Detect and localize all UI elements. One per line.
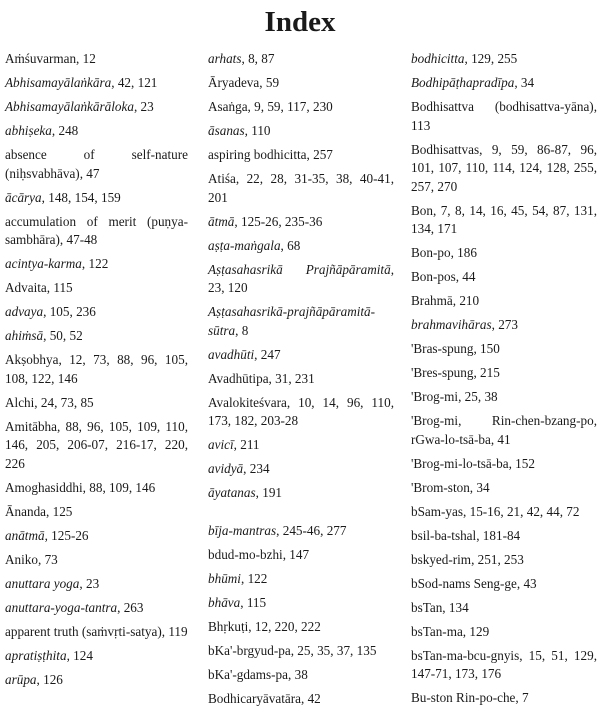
index-entry [5, 418, 188, 474]
index-entry [411, 268, 597, 287]
index-term: anātmā [5, 527, 45, 543]
index-term: Asaṅga, 9, 59, 117, 230 [208, 99, 333, 114]
index-entry [208, 570, 394, 589]
index-term: 'Bres-spung, 215 [411, 365, 500, 380]
index-entry [5, 213, 188, 250]
index-entry [208, 303, 394, 340]
index-entry [5, 671, 188, 690]
index-term: 'Brog-mi-lo-tsā-ba, 152 [411, 455, 535, 471]
index-entry [5, 255, 188, 274]
index-entry [411, 141, 597, 197]
index-entry [5, 623, 188, 642]
index-term: Bon-po, 186 [411, 245, 477, 260]
index-entry [411, 623, 597, 642]
index-term: anuttara-yoga-tantra [5, 599, 118, 615]
index-term: advaya [5, 304, 44, 319]
index-term: bKa'-gdams-pa, 38 [208, 666, 308, 682]
index-term: bKa'-brgyud-pa, 25, 35, 37, 135 [208, 642, 377, 658]
index-pages: , 263 [117, 599, 144, 615]
index-entry [208, 346, 394, 365]
index-term: 'Bras-spung, 150 [411, 341, 500, 356]
index-entry [5, 394, 188, 413]
index-term: Akṣobhya, 12, 73, 88, 96, 105, 108, 122, 146 [5, 352, 188, 386]
index-entry [5, 279, 188, 298]
index-entry [411, 98, 597, 135]
index-term: Bodhisattva (bodhisattva-yāna), 113 [411, 99, 597, 133]
index-term: bSam-yas, 15-16, 21, 42, 44, 72 [411, 503, 580, 519]
index-term: 'Brog-mi, Rin-chen-bzang-po, rGwa-lo-tsā-ba, 41 [411, 413, 597, 447]
index-term: accumulation of merit (puṇya-sambhāra), 47-48 [5, 213, 188, 247]
index-term: Bu-ston Rin-po-che, 7 [411, 690, 529, 705]
index-entry [208, 690, 394, 709]
index-entry [411, 316, 597, 335]
index-term: bSod-nams Seng-ge, 43 [411, 575, 537, 591]
index-term: Bhṛkuṭi, 12, 220, 222 [208, 618, 321, 634]
index-term: bskyed-rim, 251, 253 [411, 551, 524, 567]
index-term: anuttara yoga [5, 575, 80, 591]
index-term: avadhūti [208, 346, 255, 362]
index-term: ātmā [208, 213, 235, 229]
index-term: Atiśa, 22, 28, 31-35, 38, 40-41, 201 [208, 171, 394, 205]
index-entry [208, 122, 394, 141]
index-term: Bon, 7, 8, 14, 16, 45, 54, 87, 131, 134, 171 [411, 202, 597, 236]
index-entry [208, 642, 394, 661]
index-term: bsTan-ma, 129 [411, 623, 490, 639]
index-entry [411, 412, 597, 449]
index-entry [411, 364, 597, 383]
index-entry [208, 74, 394, 93]
index-entry [411, 503, 597, 522]
index-pages: , 125-26, 235-36 [234, 213, 323, 229]
index-entry [208, 666, 394, 685]
page-title: Index [264, 6, 336, 38]
index-entry [411, 340, 597, 359]
index-pages: , 129, 255 [464, 51, 518, 66]
index-entry [5, 351, 188, 388]
index-pages: , 124 [66, 647, 93, 663]
index-pages: , 248 [51, 123, 79, 138]
index-entry [411, 479, 597, 498]
index-term: Abhisamayālaṅkārāloka [5, 99, 134, 114]
index-column-3 [411, 50, 597, 713]
index-term: 'Brog-mi, 25, 38 [411, 389, 498, 404]
index-pages: , 23 [133, 99, 154, 114]
index-term: Amoghasiddhi, 88, 109, 146 [5, 479, 156, 495]
index-term: Aṣṭasahasrikā-prajñāpāramitā-sūtra [208, 304, 376, 338]
index-column-2 [208, 50, 394, 714]
index-pages: , 23, 120 [208, 261, 394, 295]
index-term: āsanas [208, 123, 245, 138]
index-entry [411, 74, 597, 93]
index-term: Advaita, 115 [5, 280, 73, 295]
index-entry [208, 213, 394, 232]
index-entry [208, 460, 394, 479]
index-entry [5, 503, 188, 522]
index-entry [208, 170, 394, 207]
index-term: apratiṣṭhita [5, 647, 67, 663]
index-term: Bodhisattvas, 9, 59, 86-87, 96, 101, 107, 110, 114, 124, 128, 255, 257, 270 [411, 141, 597, 194]
index-pages: , 234 [243, 461, 270, 476]
index-entry [208, 98, 394, 117]
index-entry [208, 237, 394, 256]
index-term: Āryadeva, 59 [208, 75, 280, 90]
index-pages: , 110 [244, 123, 271, 138]
index-entry [5, 599, 188, 618]
index-term: bsil-ba-tshal, 181-84 [411, 527, 521, 543]
index-entry [208, 50, 394, 69]
index-term: Aṁśuvarman, 12 [5, 51, 96, 66]
index-entry [5, 551, 188, 570]
index-pages: , 68 [280, 237, 301, 253]
index-term: Bon-pos, 44 [411, 269, 476, 284]
index-term: bīja-mantras [208, 522, 277, 538]
index-entry [5, 647, 188, 666]
index-term: bsTan, 134 [411, 599, 469, 615]
index-pages: , 115 [240, 594, 267, 610]
index-term: arhats [208, 51, 242, 66]
index-term: Avalokiteśvara, 10, 14, 96, 110, 173, 182, 203-28 [208, 394, 394, 428]
index-pages: , 23 [79, 575, 100, 591]
index-entry [208, 146, 394, 165]
index-term: aspiring bodhicitta, 257 [208, 147, 333, 162]
index-entry [411, 244, 597, 263]
index-entry [208, 522, 394, 541]
index-entry [208, 436, 394, 455]
index-term: bhāva [208, 594, 241, 610]
index-term: Brahmā, 210 [411, 293, 480, 308]
index-entry [208, 261, 394, 298]
index-term: ācārya [5, 189, 42, 205]
index-entry [208, 370, 394, 389]
index-entry [208, 484, 394, 503]
index-term: absence of self-nature (niḥsvabhāva), 47 [5, 147, 188, 181]
index-term: abhiṣeka [5, 123, 52, 138]
index-entry [5, 98, 188, 117]
index-pages: , 273 [491, 317, 518, 332]
index-entry [411, 551, 597, 570]
index-entry [208, 594, 394, 613]
index-pages: , 148, 154, 159 [41, 189, 121, 205]
index-pages: , 122 [81, 256, 109, 271]
index-term: avicī [208, 437, 234, 452]
index-term: āyatanas [208, 485, 256, 500]
index-term: brahmavihāras [411, 317, 492, 332]
index-pages: , 126 [36, 671, 63, 687]
index-term: 'Brom-ston, 34 [411, 479, 490, 495]
index-entry [411, 202, 597, 239]
index-term: Bodhicaryāvatāra, 42 [208, 690, 321, 706]
index-term: apparent truth (saṁvṛti-satya), 119 [5, 623, 188, 639]
index-entry [411, 527, 597, 546]
index-term: Ānanda, 125 [5, 503, 73, 519]
index-entry [208, 618, 394, 637]
index-term: Aṣṭasahasrikā Prajñāpāramitā [208, 261, 391, 277]
index-pages: , 8 [235, 322, 249, 338]
index-entry [5, 189, 188, 208]
index-entry [411, 689, 597, 708]
index-entry [5, 479, 188, 498]
index-entry [5, 303, 188, 322]
index-entry [411, 388, 597, 407]
index-entry [208, 546, 394, 565]
index-pages: , 105, 236 [43, 304, 96, 319]
index-term: bsTan-ma-bcu-gnyis, 15, 51, 129, 147-71, 173, 176 [411, 647, 597, 681]
index-entry [5, 527, 188, 546]
index-term: Aniko, 73 [5, 551, 58, 567]
index-entry [411, 575, 597, 594]
index-term: bdud-mo-bzhi, 147 [208, 546, 310, 562]
index-term: bhūmi [208, 570, 241, 586]
index-term: Amitābha, 88, 96, 105, 109, 110, 146, 205, 206-07, 216-17, 220, 226 [5, 418, 188, 471]
index-pages: , 50, 52 [43, 328, 83, 343]
index-entry [208, 394, 394, 431]
index-entry [411, 292, 597, 311]
index-pages: , 122 [240, 570, 268, 586]
index-pages: , 245-46, 277 [276, 522, 347, 538]
index-entry [5, 122, 188, 141]
index-pages: , 247 [254, 346, 281, 362]
index-entry [411, 455, 597, 474]
index-term: avidyā [208, 461, 244, 476]
index-pages: , 211 [233, 437, 260, 452]
index-entry [5, 50, 188, 69]
index-term: Avadhūtipa, 31, 231 [208, 370, 315, 386]
index-pages: , 8, 87 [241, 51, 275, 66]
index-pages: , 42, 121 [111, 75, 158, 90]
index-pages: , 125-26 [44, 527, 89, 543]
index-pages: , 191 [255, 485, 282, 500]
index-term: arūpa [5, 671, 37, 687]
index-entry [411, 647, 597, 684]
index-term: Bodhipāṭhapradīpa [411, 75, 515, 90]
index-entry [411, 50, 597, 69]
index-term: ahiṁsā [5, 328, 44, 343]
index-entry [5, 74, 188, 93]
index-entry [5, 327, 188, 346]
index-entry [5, 575, 188, 594]
index-entry [411, 599, 597, 618]
index-term: aṣṭa-maṅgala [208, 237, 281, 253]
index-term: Abhisamayālaṅkāra [5, 75, 112, 90]
index-pages: , 34 [514, 75, 535, 90]
index-column-1 [5, 50, 188, 695]
index-entry [5, 146, 188, 183]
index-term: Alchi, 24, 73, 85 [5, 394, 94, 410]
index-term: acintya-karma [5, 256, 82, 271]
index-term: bodhicitta [411, 51, 465, 66]
